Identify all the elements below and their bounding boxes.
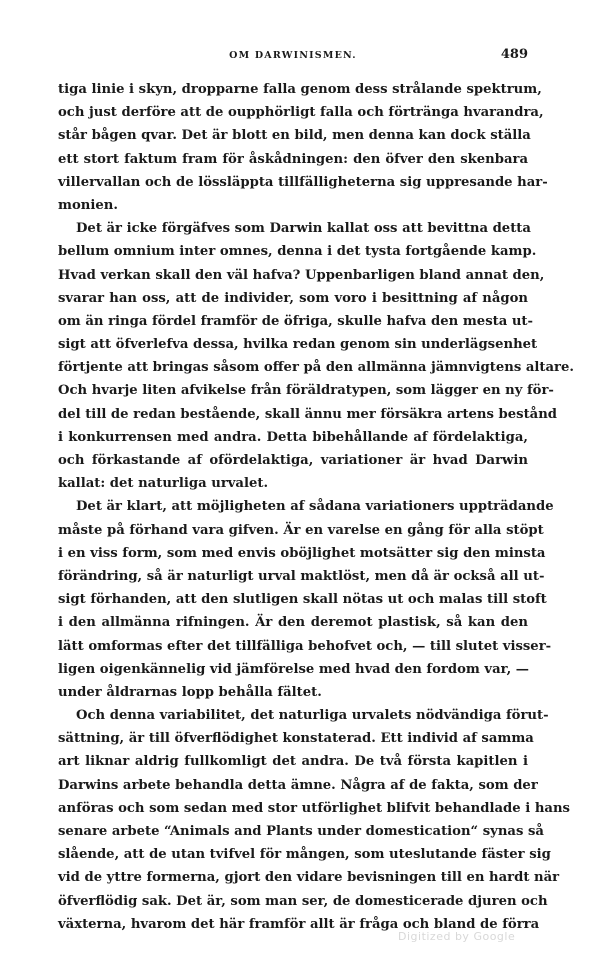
- text-line: svarar han oss, att de individer, som voro i besittning af någon: [58, 290, 528, 306]
- watermark: Digitized by Google: [398, 930, 516, 943]
- text-line: under åldrarnas lopp behålla fältet.: [58, 684, 322, 700]
- text-line: Darwins arbete behandla detta ämne. Några af de fakta, som der: [58, 777, 538, 793]
- text-line: i en viss form, som med envis oböjlighet motsätter sig den minsta: [58, 545, 546, 561]
- page-header: [58, 46, 528, 68]
- text-line: Hvad verkan skall den väl hafva? Uppenbarligen bland annat den,: [58, 267, 545, 283]
- text-line: art liknar aldrig fullkomligt det andra. De två första kapitlen i: [58, 754, 528, 770]
- text-line: tiga linie i skyn, dropparne falla genom dess strålande spektrum,: [58, 82, 542, 97]
- text-line: villervallan och de lössläppta tillfälligheterna sig uppresande har-: [58, 174, 548, 190]
- text-line: monien.: [58, 197, 118, 213]
- text-line: senare arbete “Animals and Plants under domestication“ synas så: [58, 824, 544, 839]
- text-line: del till de redan bestående, skall ännu mer försäkra artens bestånd: [58, 406, 558, 422]
- text-line: Det är icke förgäfves som Darwin kallat oss att bevittna detta: [76, 221, 531, 237]
- text-line: Och hvarje liten afvikelse från föräldratypen, som lägger en ny för-: [58, 383, 554, 399]
- text-line: bellum omnium inter omnes, denna i det tysta fortgående kamp.: [58, 244, 537, 260]
- text-line: anföras och som sedan med stor utförlighet blifvit behandlade i hans: [58, 800, 570, 816]
- text-line: sigt att öfverlefva dessa, hvilka redan genom sin underlägsenhet: [58, 337, 538, 353]
- text-line: vid de yttre formerna, gjort den vidare bevisningen till en hardt när: [58, 870, 560, 886]
- text-line: Det är klart, att möjligheten af sådana variationers uppträdande: [76, 499, 554, 515]
- text-line: sättning, är till öfverflödighet konstaterad. Ett individ af samma: [58, 731, 534, 747]
- text-line: i den allmänna rifningen. Är den deremot plastisk, så kan den: [58, 615, 528, 631]
- text-line: förändring, så är naturligt urval maktlöst, men då är också all ut-: [58, 568, 545, 584]
- text-line: kallat: det naturliga urvalet.: [58, 476, 269, 492]
- page-number: 489: [500, 47, 528, 62]
- text-line: sigt förhanden, att den slutligen skall nötas ut och malas till stoft: [58, 592, 547, 608]
- text-line: om än ringa fördel framför de öfriga, skulle hafva den mesta ut-: [58, 313, 533, 329]
- text-line: och förkastande af ofördelaktiga, variationer är hvad Darwin: [58, 453, 528, 468]
- text-line: ligen oigenkännelig vid jämförelse med hvad den fordom var, —: [58, 661, 529, 677]
- text-line: måste på förhand vara gifven. Är en varelse en gång för alla stöpt: [58, 522, 544, 538]
- text-line: står bågen qvar. Det är blott en bild, men denna kan dock ställa: [58, 128, 531, 144]
- running-head: OM DARWINISMEN.: [229, 50, 357, 61]
- text-line: ett stort faktum fram för åskådningen: den öfver den skenbara: [58, 151, 528, 167]
- book-page: [58, 46, 574, 936]
- text-line: i konkurrensen med andra. Detta bibehållande af fördelaktiga,: [58, 429, 528, 445]
- text-line: förtjente att bringas såsom offer på den allmänna jämnvigtens altare.: [58, 360, 574, 376]
- text-line: öfverflödig sak. Det är, som man ser, de domesticerade djuren och: [58, 893, 548, 909]
- text-line: och just derföre att de oupphörligt falla och förtränga hvarandra,: [58, 105, 544, 121]
- text-line: Och denna variabilitet, det naturliga urvalets nödvändiga förut-: [76, 708, 549, 724]
- text-line: slående, att de utan tvifvel för mången, som uteslutande fäster sig: [58, 847, 551, 863]
- text-line: lätt omformas efter det tillfälliga behofvet och, — till slutet visser-: [58, 638, 552, 654]
- body-text: [58, 78, 574, 936]
- text-line: växterna, hvarom det här framför allt är fråga och bland de förra: [58, 916, 540, 932]
